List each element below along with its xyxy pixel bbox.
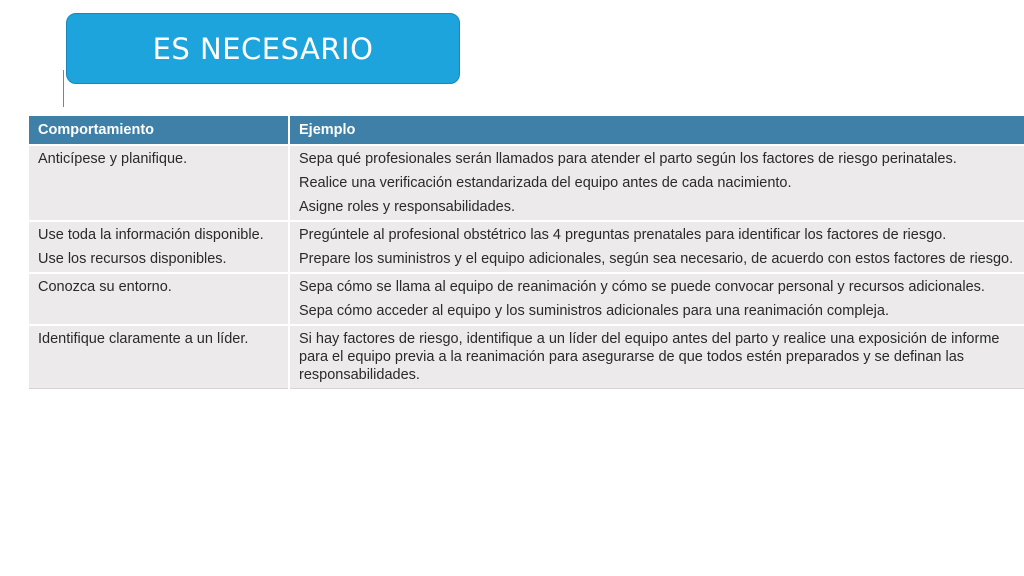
example-text: Sepa cómo acceder al equipo y los suministros adicionales para una reanimación compleja. (299, 303, 889, 319)
behavior-cell (29, 221, 289, 273)
behavior-cell (29, 273, 289, 325)
example-cell (289, 221, 1024, 273)
example-text: Asigne roles y responsabilidades. (299, 199, 516, 215)
behavior-text: Use los recursos disponibles. (38, 251, 227, 267)
example-cell (289, 325, 1024, 389)
example-cell (289, 273, 1024, 325)
behavior-cell (29, 325, 289, 389)
table-row (29, 273, 1024, 325)
slide-title-text: ES NECESARIO (152, 31, 374, 66)
table-header-row (29, 116, 1024, 145)
behavior-text: Identifique claramente a un líder. (38, 331, 249, 347)
example-text: Realice una verificación estandarizada del equipo antes de cada nacimiento. (299, 175, 792, 191)
behavior-text: Anticípese y planifique. (38, 151, 188, 167)
example-cell (289, 145, 1024, 221)
example-text: Pregúntele al profesional obstétrico las 4 preguntas prenatales para identificar los factores de riesgo. (299, 227, 947, 243)
slide-title (66, 13, 460, 84)
behavior-text: Use toda la información disponible. (38, 227, 264, 243)
header-behavior: Comportamiento (29, 116, 289, 145)
table-row (29, 325, 1024, 389)
example-text: Prepare los suministros y el equipo adicionales, según sea necesario, de acuerdo con estos factores de riesgo. (299, 251, 1014, 267)
behavior-table (29, 116, 1024, 389)
example-text: Si hay factores de riesgo, identifique a un líder del equipo antes del parto y realice una exposición de informe para el equipo previa a la reanimación para asegurarse de que todos estén preparados y se definan las responsabilidades. (299, 331, 1000, 383)
behavior-text: Conozca su entorno. (38, 279, 172, 295)
example-text: Sepa qué profesionales serán llamados para atender el parto según los factores de riesgo perinatales. (299, 151, 957, 167)
example-text: Sepa cómo se llama al equipo de reanimación y cómo se puede convocar personal y recursos adicionales. (299, 279, 985, 295)
accent-line (63, 70, 64, 107)
table-row (29, 145, 1024, 221)
behavior-cell (29, 145, 289, 221)
header-example: Ejemplo (289, 116, 1024, 145)
table-row (29, 221, 1024, 273)
